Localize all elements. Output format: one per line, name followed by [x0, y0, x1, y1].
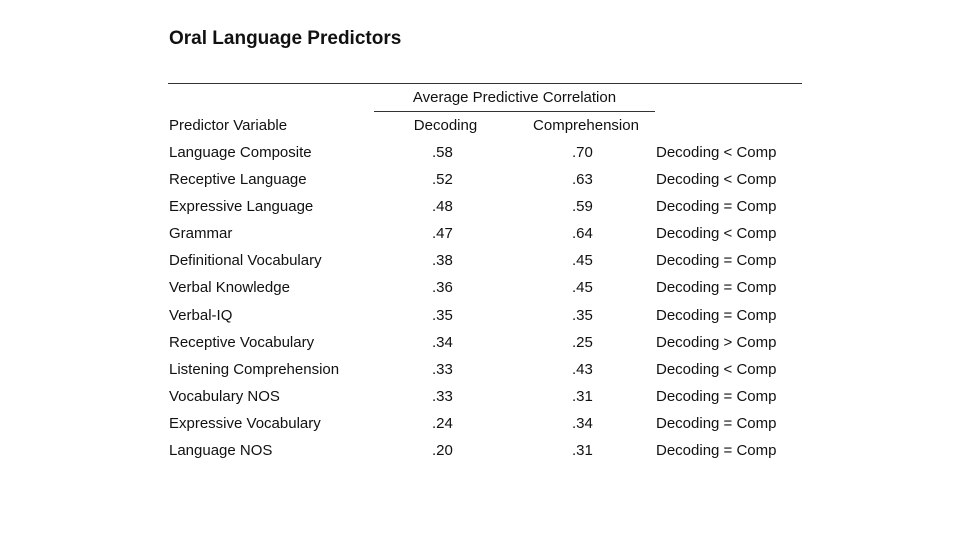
cell-comparison: Decoding < Comp [656, 360, 777, 378]
cell-comprehension: .70 [572, 144, 593, 161]
table-row [0, 221, 960, 248]
cell-comparison: Decoding < Comp [656, 171, 777, 189]
cell-comparison: Decoding < Comp [656, 144, 777, 161]
cell-decoding: .36 [432, 279, 453, 297]
cell-comparison: Decoding > Comp [656, 333, 777, 351]
column-header-decoding: Decoding [413, 117, 478, 134]
group-header-rule [374, 111, 655, 112]
cell-comparison: Decoding < Comp [656, 225, 777, 243]
table-row [0, 167, 960, 194]
cell-predictor: Expressive Vocabulary [169, 414, 321, 432]
cell-decoding: .34 [432, 333, 453, 351]
table-row [0, 275, 960, 302]
column-header-comprehension: Comprehension [533, 117, 639, 134]
table-row [0, 438, 960, 465]
cell-comparison: Decoding = Comp [656, 414, 777, 432]
table-row [0, 330, 960, 357]
cell-decoding: .38 [432, 252, 453, 270]
table-row [0, 303, 960, 330]
table-top-rule [168, 83, 802, 84]
cell-comprehension: .34 [572, 414, 593, 432]
cell-decoding: .35 [432, 306, 453, 324]
cell-predictor: Receptive Vocabulary [169, 333, 315, 351]
cell-decoding: .33 [432, 360, 453, 378]
cell-decoding: .48 [432, 198, 453, 216]
cell-decoding: .24 [432, 414, 453, 432]
slide-title: Oral Language Predictors [169, 28, 402, 49]
cell-predictor: Language NOS [169, 442, 273, 460]
cell-predictor: Expressive Language [169, 198, 314, 216]
cell-comprehension: .45 [572, 279, 593, 297]
table-row [0, 411, 960, 438]
column-header-predictor: Predictor Variable [169, 117, 288, 134]
cell-comprehension: .64 [572, 225, 593, 243]
cell-comprehension: .31 [572, 442, 593, 460]
cell-predictor: Listening Comprehension [169, 360, 340, 378]
table-row [0, 194, 960, 221]
table-row [0, 357, 960, 384]
cell-comprehension: .31 [572, 387, 593, 405]
table-row [0, 140, 960, 167]
cell-decoding: .33 [432, 387, 453, 405]
cell-predictor: Grammar [169, 225, 233, 243]
cell-predictor: Verbal Knowledge [169, 279, 290, 297]
table-body [0, 140, 960, 465]
table-row [0, 384, 960, 411]
cell-predictor: Receptive Language [169, 171, 307, 189]
cell-comprehension: .59 [572, 198, 593, 216]
cell-comprehension: .43 [572, 360, 593, 378]
cell-predictor: Vocabulary NOS [169, 387, 280, 405]
table-group-header: Average Predictive Correlation [412, 89, 617, 106]
cell-comparison: Decoding = Comp [656, 442, 777, 460]
cell-decoding: .52 [432, 171, 453, 189]
cell-comparison: Decoding = Comp [656, 252, 777, 270]
cell-predictor: Verbal-IQ [169, 306, 233, 324]
cell-decoding: .58 [432, 144, 453, 161]
table-row [0, 248, 960, 275]
cell-comprehension: .45 [572, 252, 593, 270]
cell-predictor: Definitional Vocabulary [169, 252, 322, 270]
cell-comprehension: .25 [572, 333, 593, 351]
cell-decoding: .47 [432, 225, 453, 243]
cell-comparison: Decoding = Comp [656, 198, 777, 216]
cell-comparison: Decoding = Comp [656, 279, 777, 297]
cell-comprehension: .63 [572, 171, 593, 189]
cell-decoding: .20 [432, 442, 453, 460]
cell-comparison: Decoding = Comp [656, 306, 777, 324]
cell-predictor: Language Composite [169, 144, 312, 161]
cell-comprehension: .35 [572, 306, 593, 324]
cell-comparison: Decoding = Comp [656, 387, 777, 405]
